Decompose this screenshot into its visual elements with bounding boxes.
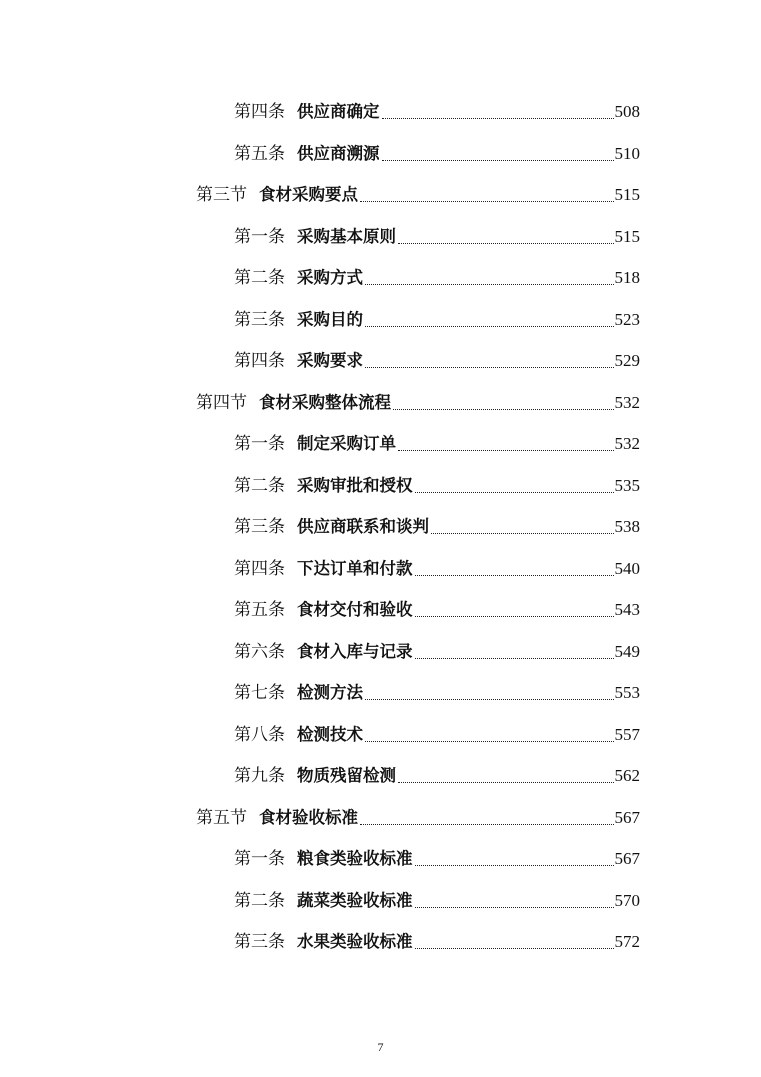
- toc-entry-label: 第五条: [234, 600, 285, 619]
- toc-entry-label: 第九条: [234, 766, 285, 785]
- toc-entry[interactable]: [234, 591, 640, 621]
- toc-entry-page: 532: [614, 434, 640, 453]
- toc-entry-title: 检测技术: [297, 724, 363, 744]
- toc-entry-title: 水果类验收标准: [297, 932, 413, 951]
- toc-entry-title: 采购要求: [297, 351, 363, 370]
- toc-entry-page: 553: [614, 683, 640, 702]
- toc-entry[interactable]: [234, 508, 640, 538]
- page-number: 7: [377, 1040, 384, 1054]
- toc-entry-page: 535: [614, 475, 640, 495]
- toc-leader-dots: [398, 768, 614, 783]
- toc-leader-dots: [398, 229, 614, 244]
- toc-entry-page: 515: [614, 226, 640, 246]
- toc-entry-title: 食材验收标准: [259, 807, 358, 827]
- toc-entry-page: 567: [614, 849, 640, 868]
- toc-entry-label: 第七条: [234, 683, 285, 702]
- toc-entry[interactable]: [234, 550, 640, 580]
- toc-entry-title: 供应商联系和谈判: [297, 517, 429, 536]
- toc-entry-title: 采购目的: [297, 309, 363, 329]
- toc-entry-page: 532: [614, 392, 640, 412]
- toc-entry-page: 572: [614, 932, 640, 951]
- toc-entry-title: 供应商确定: [297, 102, 380, 121]
- toc-entry-page: 529: [614, 351, 640, 370]
- toc-entry[interactable]: [234, 467, 640, 497]
- toc-entry[interactable]: [234, 840, 640, 870]
- toc-leader-dots: [398, 436, 614, 451]
- toc-leader-dots: [365, 353, 614, 368]
- toc-section-entry[interactable]: [196, 176, 640, 206]
- toc-entry[interactable]: [234, 301, 640, 331]
- toc-entry-label: 第二条: [234, 890, 285, 910]
- toc-entry[interactable]: [234, 633, 640, 663]
- toc-leader-dots: [365, 727, 614, 742]
- toc-entry-title: 食材采购整体流程: [259, 392, 391, 412]
- toc-entry-label: 第四节: [196, 392, 247, 412]
- toc-entry-label: 第六条: [234, 641, 285, 661]
- toc-entry-page: 543: [614, 600, 640, 619]
- toc-entry-title: 采购基本原则: [297, 226, 396, 246]
- toc-entry-title: 采购审批和授权: [297, 475, 413, 495]
- toc-entry[interactable]: [234, 923, 640, 953]
- toc-leader-dots: [415, 893, 614, 908]
- toc-entry-label: 第二条: [234, 268, 285, 287]
- toc-entry-page: 508: [614, 102, 640, 121]
- toc-section-entry[interactable]: [196, 384, 640, 414]
- toc-entry-page: 540: [614, 558, 640, 578]
- toc-leader-dots: [382, 104, 614, 119]
- toc-leader-dots: [365, 685, 614, 700]
- toc-leader-dots: [365, 270, 614, 285]
- toc-entry-title: 食材入库与记录: [297, 641, 413, 661]
- toc-entry-page: 557: [614, 724, 640, 744]
- toc-entry-label: 第四条: [234, 102, 285, 121]
- toc-entry-title: 食材采购要点: [259, 185, 358, 204]
- toc-entry-page: 570: [614, 890, 640, 910]
- toc-entry-page: 562: [614, 766, 640, 785]
- toc-entry-page: 567: [614, 807, 640, 827]
- toc-entry-page: 515: [614, 185, 640, 204]
- toc-entry[interactable]: [234, 882, 640, 912]
- toc-leader-dots: [415, 478, 614, 493]
- toc-entry[interactable]: [234, 425, 640, 455]
- toc-entry-page: 538: [614, 517, 640, 536]
- toc-entry[interactable]: [234, 93, 640, 123]
- toc-entry-page: 518: [614, 268, 640, 287]
- toc-entry-label: 第三条: [234, 932, 285, 951]
- toc-leader-dots: [360, 187, 614, 202]
- toc-entry-label: 第二条: [234, 475, 285, 495]
- toc-leader-dots: [393, 395, 614, 410]
- toc-entry-label: 第三条: [234, 517, 285, 536]
- toc-entry-title: 粮食类验收标准: [297, 849, 413, 868]
- toc-entry[interactable]: [234, 259, 640, 289]
- toc-leader-dots: [431, 519, 614, 534]
- toc-entry-page: 510: [614, 143, 640, 163]
- toc-leader-dots: [415, 602, 614, 617]
- toc-entry-title: 物质残留检测: [297, 766, 396, 785]
- toc-leader-dots: [365, 312, 614, 327]
- toc-entry-title: 蔬菜类验收标准: [297, 890, 413, 910]
- toc-entry-label: 第一条: [234, 434, 285, 453]
- toc-leader-dots: [415, 561, 614, 576]
- toc-entry[interactable]: [234, 716, 640, 746]
- toc-entry-page: 549: [614, 641, 640, 661]
- toc-entry-label: 第八条: [234, 724, 285, 744]
- toc-entry-page: 523: [614, 309, 640, 329]
- toc-entry-label: 第五节: [196, 807, 247, 827]
- toc-entry[interactable]: [234, 135, 640, 165]
- toc-leader-dots: [415, 934, 614, 949]
- toc-entry-title: 制定采购订单: [297, 434, 396, 453]
- toc-entry-title: 下达订单和付款: [297, 558, 413, 578]
- toc-entry-label: 第一条: [234, 849, 285, 868]
- toc-entry-title: 食材交付和验收: [297, 600, 413, 619]
- toc-section-entry[interactable]: [196, 799, 640, 829]
- toc-entry[interactable]: [234, 342, 640, 372]
- toc-leader-dots: [382, 146, 614, 161]
- toc-entry-label: 第四条: [234, 351, 285, 370]
- toc-entry-label: 第四条: [234, 558, 285, 578]
- toc-leader-dots: [415, 644, 614, 659]
- toc-entry-label: 第一条: [234, 226, 285, 246]
- toc-entry-label: 第三节: [196, 185, 247, 204]
- toc-entry-title: 采购方式: [297, 268, 363, 287]
- toc-leader-dots: [415, 851, 614, 866]
- toc-entry[interactable]: [234, 757, 640, 787]
- toc-entry-label: 第五条: [234, 143, 285, 163]
- toc-entry-title: 检测方法: [297, 683, 363, 702]
- toc-entry-label: 第三条: [234, 309, 285, 329]
- toc-leader-dots: [360, 810, 614, 825]
- toc-entry-title: 供应商溯源: [297, 143, 380, 163]
- toc-entry[interactable]: [234, 674, 640, 704]
- toc-entry[interactable]: [234, 218, 640, 248]
